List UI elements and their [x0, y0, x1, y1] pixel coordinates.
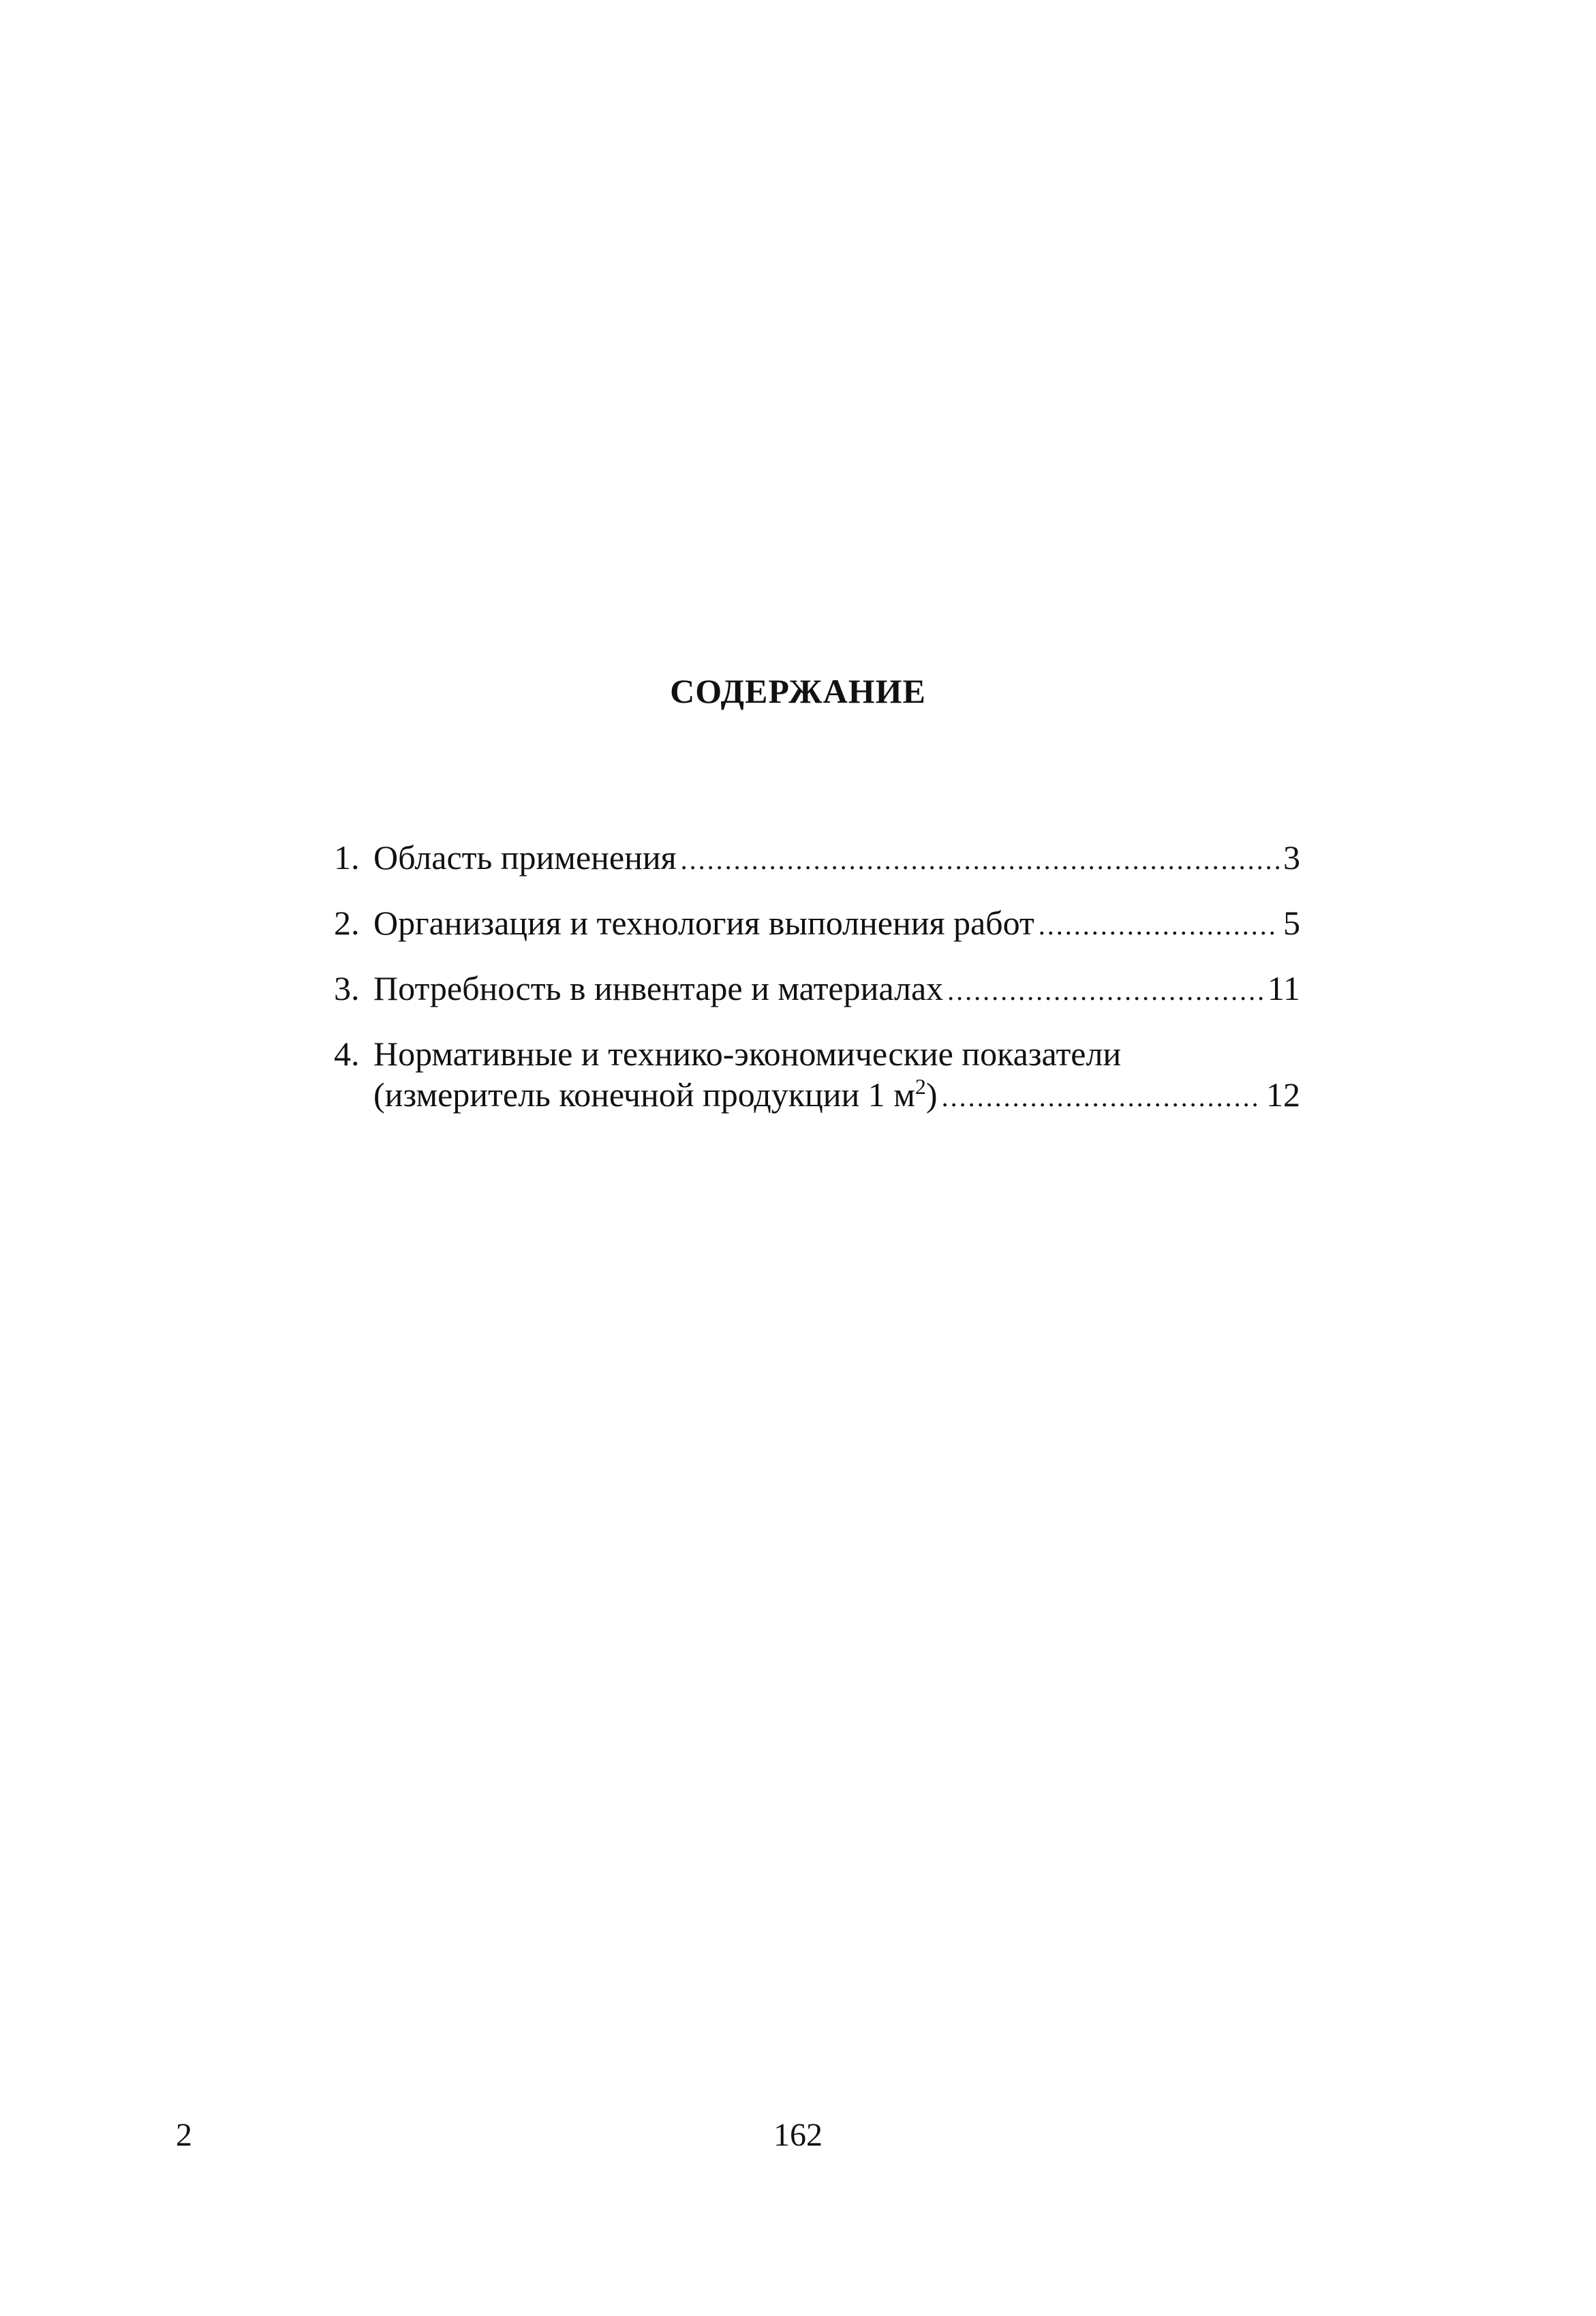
toc-entry-page: 5 [1283, 904, 1300, 942]
dot-leader [1039, 905, 1279, 946]
toc-entry-title-line1: Нормативные и технико-экономические показатели [373, 1035, 1122, 1073]
superscript: 2 [915, 1074, 926, 1099]
toc-entry[interactable] [334, 902, 1300, 946]
toc-entry[interactable] [334, 1033, 1300, 1118]
toc-entry-title-line2-end: ) [925, 1076, 938, 1114]
toc-entry-number: 1. [334, 838, 360, 877]
page-title: СОДЕРЖАНИЕ [670, 672, 926, 710]
toc-entry-title: Область применения [373, 838, 677, 877]
page-number-left: 2 [176, 2117, 192, 2153]
dot-leader [942, 1077, 1262, 1118]
toc-entry-page: 3 [1283, 838, 1300, 877]
toc-entry[interactable] [334, 837, 1300, 881]
toc-entry-page: 11 [1267, 969, 1300, 1007]
dot-leader [681, 840, 1279, 881]
dot-leader [947, 971, 1263, 1011]
page-number-center: 162 [773, 2117, 823, 2153]
toc-entry[interactable] [334, 968, 1300, 1011]
toc-entry-title-line2-text: (измеритель конечной продукции 1 м [373, 1076, 915, 1114]
table-of-contents [334, 837, 1300, 1118]
toc-entry-title: Потребность в инвентаре и материалах [373, 969, 944, 1007]
toc-entry-title-line2 [373, 1074, 938, 1115]
toc-entry-page: 12 [1266, 1076, 1300, 1114]
toc-entry-title: Организация и технология выполнения работ [373, 904, 1034, 942]
toc-entry-number: 3. [334, 969, 360, 1007]
toc-entry-number: 4. [334, 1035, 360, 1073]
toc-entry-number: 2. [334, 904, 360, 942]
